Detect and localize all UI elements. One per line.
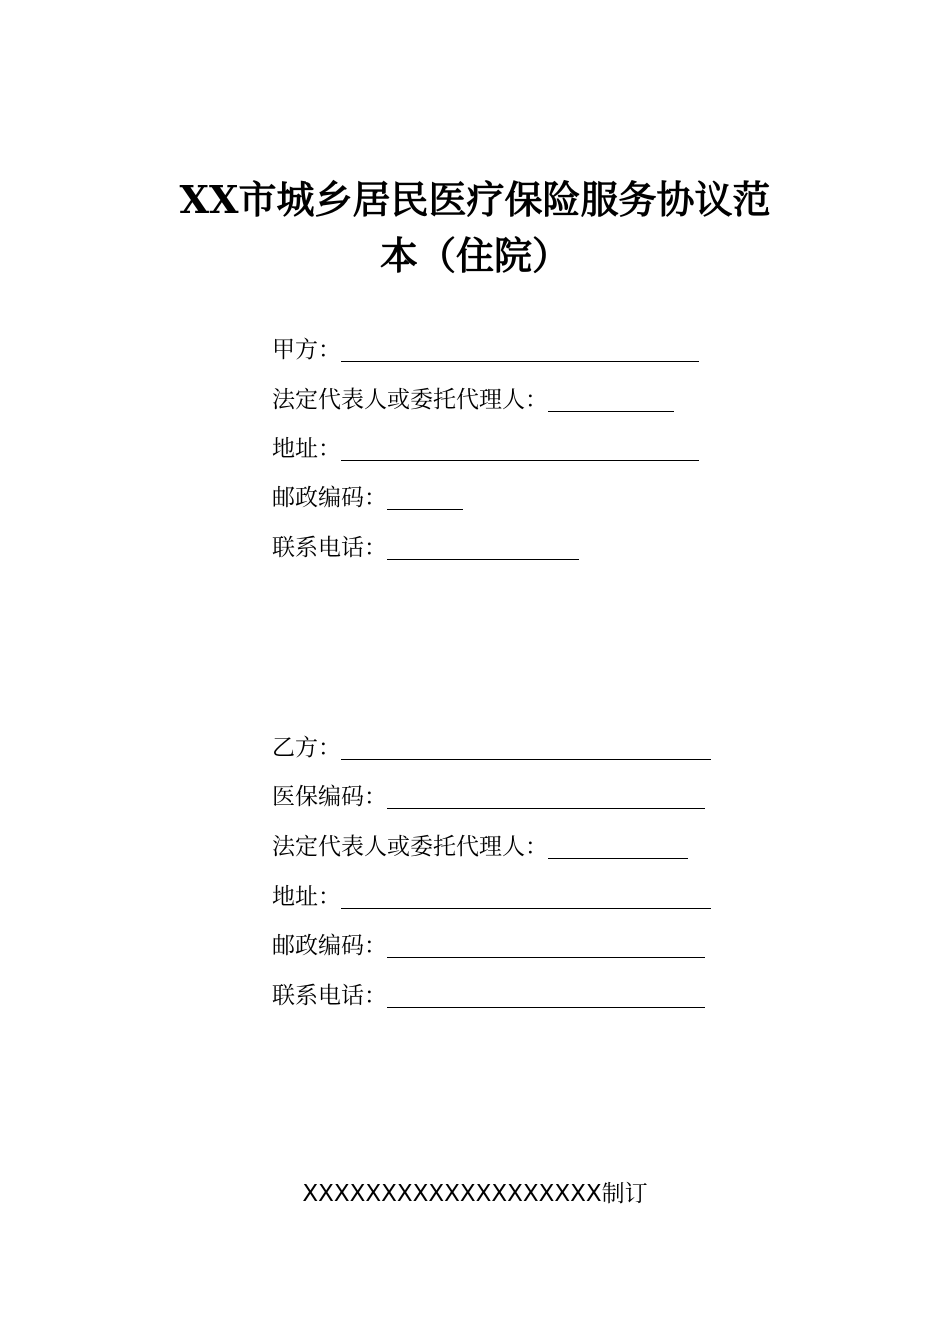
party-a-name-label: 甲方：: [272, 337, 341, 363]
document-title-line-2: 本（住院）: [379, 233, 570, 278]
document-title-line-1: XX市城乡居民医疗保险服务协议范: [179, 177, 771, 222]
party-a-phone-field: [272, 532, 579, 564]
party-b-phone-field: [272, 980, 705, 1012]
party-a-name-blank[interactable]: [341, 337, 699, 362]
party-b-postcode-field: [272, 930, 705, 962]
party-a-address-blank[interactable]: [341, 436, 699, 461]
party-b-representative-field: [272, 831, 688, 863]
party-a-address-label: 地址：: [272, 436, 341, 462]
party-b-postcode-label: 邮政编码：: [272, 933, 387, 959]
party-a-address-field: [272, 433, 699, 465]
party-b-name-label: 乙方：: [272, 735, 341, 761]
party-a-postcode-blank[interactable]: [387, 485, 463, 510]
party-b-address-label: 地址：: [272, 884, 341, 910]
party-a-postcode-label: 邮政编码：: [272, 485, 387, 511]
party-b-phone-blank[interactable]: [387, 983, 705, 1008]
party-b-address-field: [272, 881, 711, 913]
party-a-representative-blank[interactable]: [548, 387, 674, 412]
party-b-insurance-code-label: 医保编码：: [272, 784, 387, 810]
party-b-name-field: [272, 732, 711, 764]
party-b-insurance-code-field: [272, 781, 705, 813]
party-a-phone-label: 联系电话：: [272, 535, 387, 561]
party-b-representative-blank[interactable]: [548, 834, 688, 859]
party-a-name-field: [272, 334, 699, 366]
party-b-name-blank[interactable]: [341, 735, 711, 760]
party-a-representative-label: 法定代表人或委托代理人：: [272, 387, 548, 413]
party-b-insurance-code-blank[interactable]: [387, 784, 705, 809]
document-footer: XXXXXXXXXXXXXXXXXXX制订: [302, 1181, 648, 1207]
party-a-postcode-field: [272, 482, 463, 514]
party-a-representative-field: [272, 384, 674, 416]
party-b-postcode-blank[interactable]: [387, 933, 705, 958]
party-b-address-blank[interactable]: [341, 884, 711, 909]
party-a-phone-blank[interactable]: [387, 535, 579, 560]
party-b-phone-label: 联系电话：: [272, 983, 387, 1009]
party-b-representative-label: 法定代表人或委托代理人：: [272, 834, 548, 860]
